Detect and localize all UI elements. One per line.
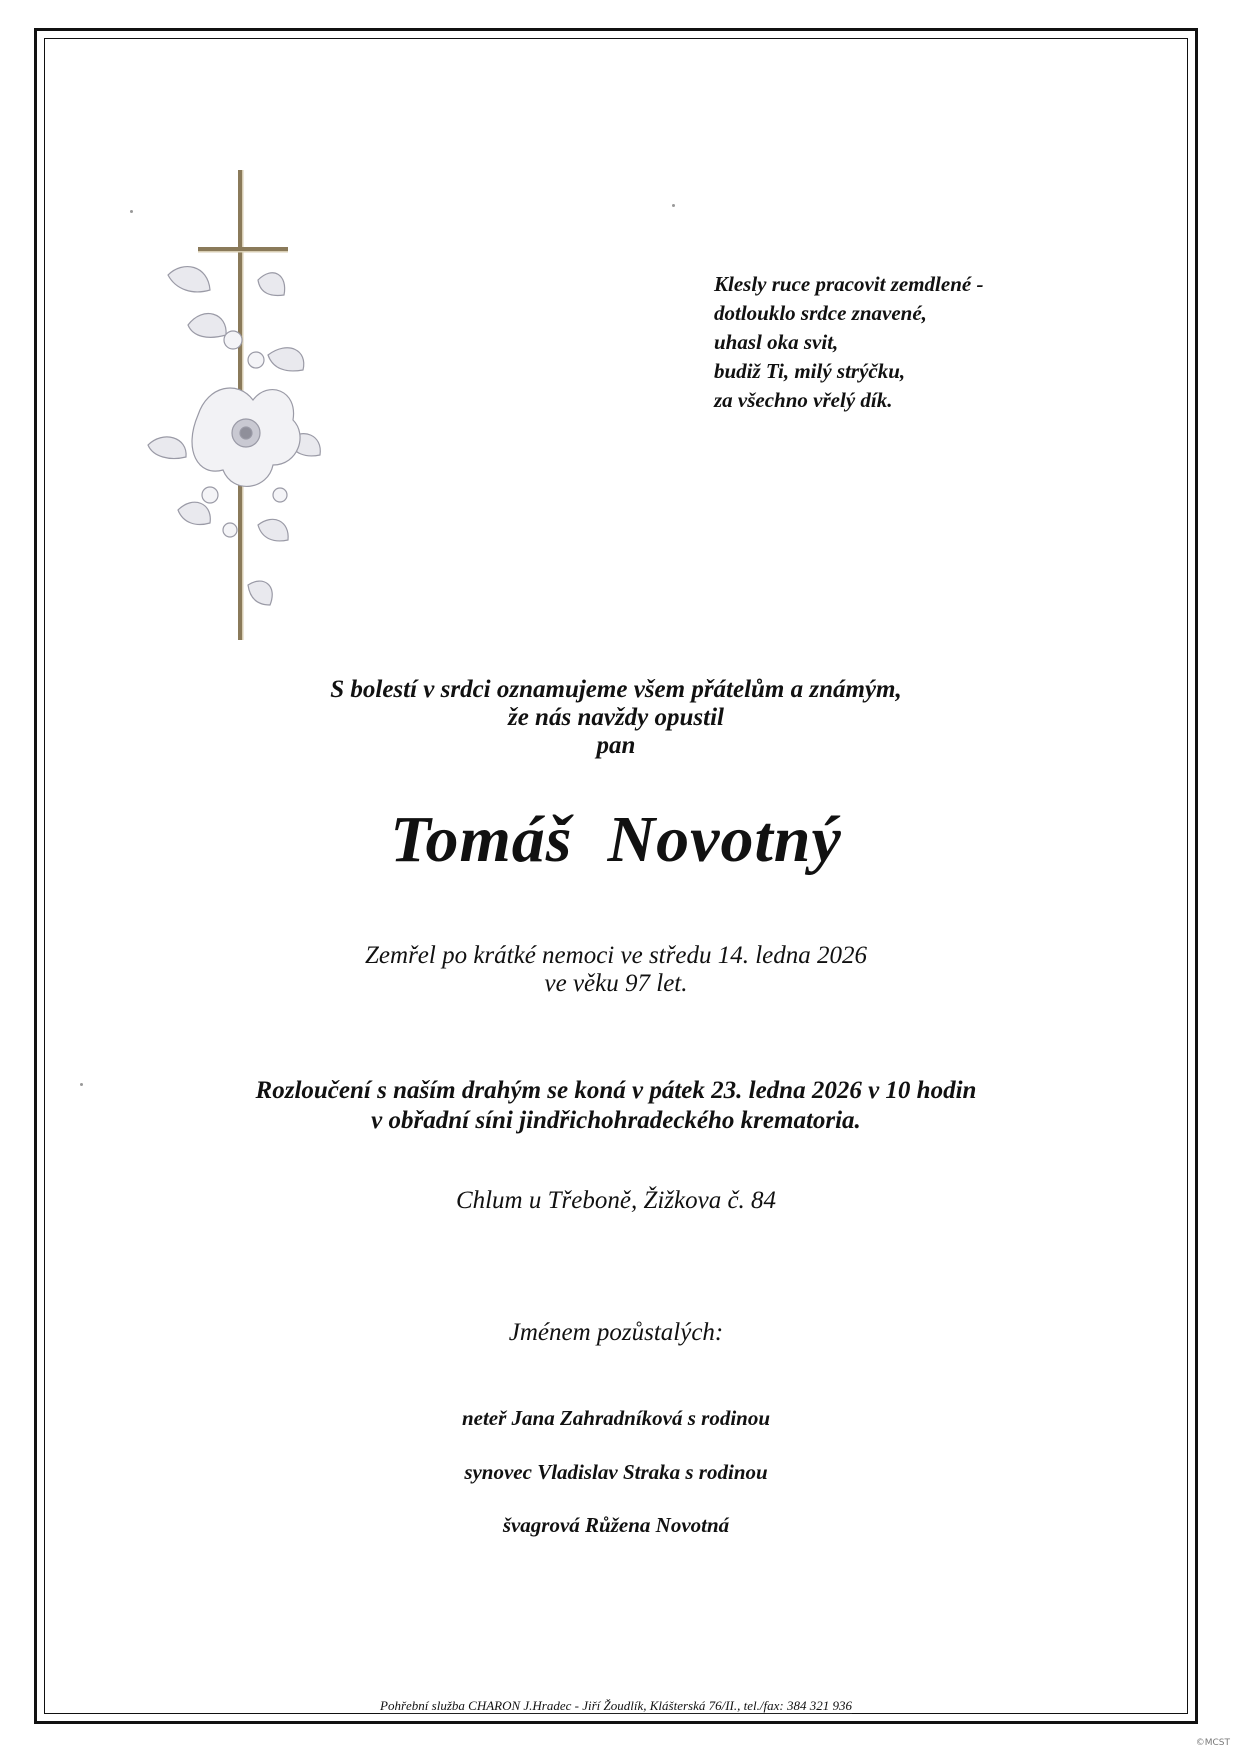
death-info-line: Zemřel po krátké nemoci ve středu 14. ledna 2026 — [365, 942, 867, 969]
mourner: synovec Vladislav Straka s rodinou — [464, 1460, 768, 1484]
announcement — [46, 676, 1186, 760]
funeral-service-footer — [46, 1698, 1186, 1714]
copyright-mark: ©MCST — [1195, 1738, 1230, 1748]
funeral-info-line: Rozloučení s naším drahým se koná v pátek 23. ledna 2026 v 10 hodin — [255, 1077, 977, 1104]
poem-line: Klesly ruce pracovit zemdlené - — [714, 272, 984, 296]
announcement-line: pan — [596, 732, 636, 759]
speck — [130, 210, 133, 213]
announcement-line: že nás navždy opustil — [507, 704, 724, 731]
funeral-info — [46, 1076, 1186, 1136]
mourner: neteř Jana Zahradníková s rodinou — [461, 1406, 771, 1430]
poem — [714, 270, 1074, 415]
mourner: švagrová Růžena Novotná — [502, 1513, 730, 1537]
speck — [672, 204, 675, 207]
flowers-icon — [148, 267, 320, 605]
deceased-name: Tomáš Novotný — [390, 803, 842, 876]
death-info — [46, 942, 1186, 998]
poem-line: dotlouklo srdce znavené, — [714, 301, 927, 325]
announcement-line: S bolestí v srdci oznamujeme všem přátelům a známým, — [330, 676, 902, 703]
poem-line: uhasl oka svit, — [714, 330, 839, 354]
funeral-info-line: v obřadní síni jindřichohradeckého krematoria. — [371, 1107, 861, 1134]
on-behalf-heading: Jménem pozůstalých: — [508, 1319, 724, 1346]
footer-text: Pohřební služba CHARON J.Hradec - Jiří Žoudlík, Klášterská 76/II., tel./fax: 384 321 936 — [380, 1698, 852, 1713]
poem-line: za všechno vřelý dík. — [714, 388, 893, 412]
poem-line: budiž Ti, milý strýčku, — [714, 359, 906, 383]
cross-with-flowers-illustration — [138, 165, 338, 655]
address: Chlum u Třeboně, Žižkova č. 84 — [455, 1187, 777, 1214]
death-info-line: ve věku 97 let. — [544, 970, 688, 997]
